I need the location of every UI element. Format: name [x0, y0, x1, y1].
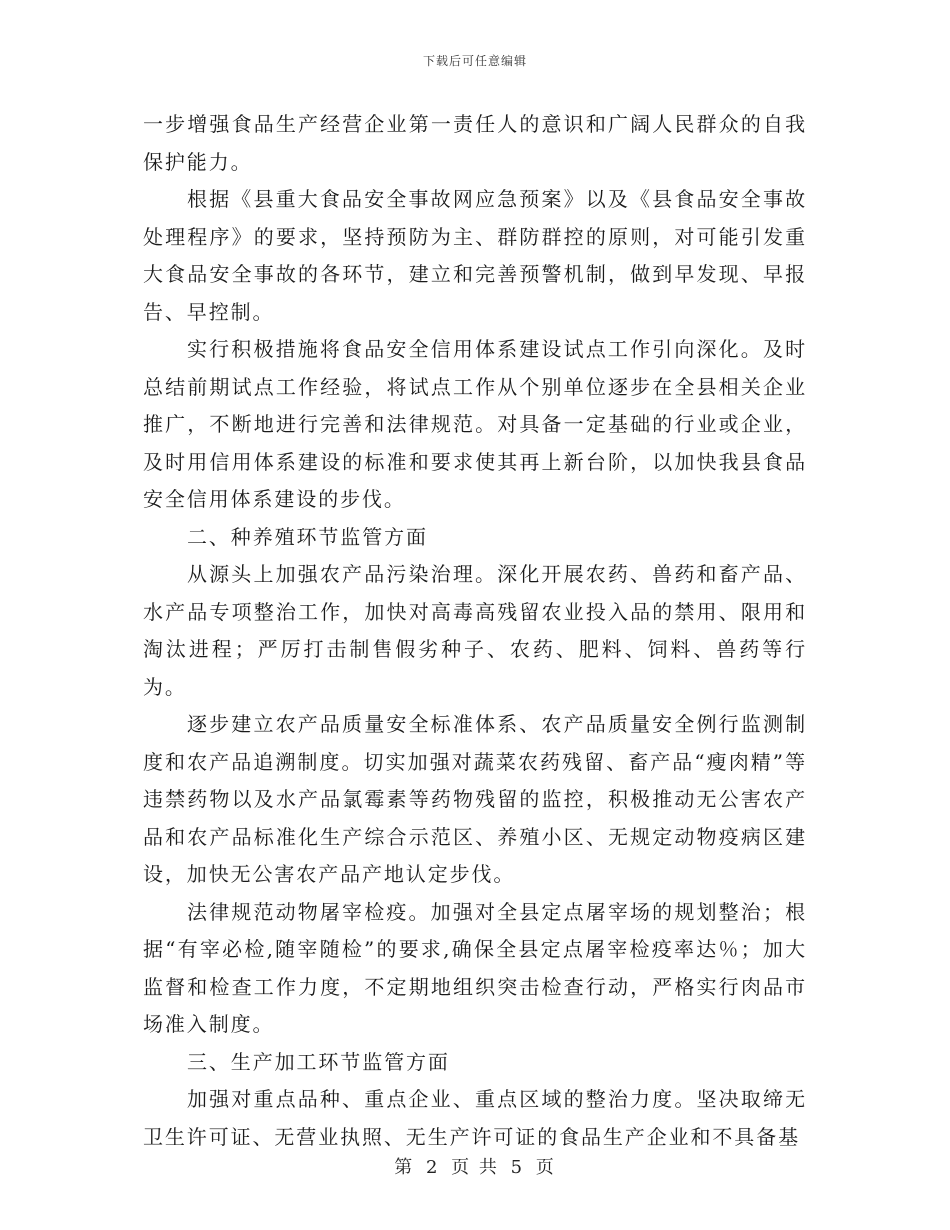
page-number-footer — [0, 1153, 950, 1179]
paragraph: 逐步建立农产品质量安全标准体系、农产品质量安全例行监测制度和农产品追溯制度。切实加强对蔬菜农药残留、畜产品“瘦肉精”等违禁药物以及水产品氯霉素等药物残留的监控，积极推动无公害农产品和农产品标准化生产综合示范区、养殖小区、无规定动物疫病区建设，加快无公害农产品产地认定步伐。 — [143, 712, 807, 886]
footer-middle: 页 共 — [451, 1157, 499, 1178]
paragraph: 从源头上加强农产品污染治理。深化开展农药、兽药和畜产品、水产品专项整治工作，加快对高毒高残留农业投入品的禁用、限用和淘汰进程；严厉打击制售假劣种子、农药、肥料、饲料、兽药等行为。 — [143, 562, 807, 699]
paragraph: 加强对重点品种、重点企业、重点区域的整治力度。坚决取缔无卫生许可证、无营业执照、无生产许可证的食品生产企业和不具备基 — [143, 1087, 807, 1149]
footer-suffix: 页 — [535, 1157, 556, 1178]
footer-prefix: 第 — [394, 1157, 415, 1178]
paragraph: 一步增强食品生产经营企业第一责任人的意识和广阔人民群众的自我保护能力。 — [143, 112, 807, 174]
paragraph: 实行积极措施将食品安全信用体系建设试点工作引向深化。及时总结前期试点工作经验，将试点工作从个别单位逐步在全县相关企业推广，不断地进行完善和法律规范。对具备一定基础的行业或企业，及时用信用体系建设的标准和要求使其再上新台阶，以加快我县食品安全信用体系建设的步伐。 — [143, 337, 807, 511]
page-header: 下载后可任意编辑 — [422, 54, 527, 68]
document-body — [143, 106, 807, 1162]
section-heading: 二、种养殖环节监管方面 — [187, 524, 428, 549]
current-page-number: 2 — [425, 1157, 440, 1178]
section-heading: 三、生产加工环节监管方面 — [187, 1049, 450, 1074]
paragraph: 根据《县重大食品安全事故网应急预案》以及《县食品安全事故处理程序》的要求，坚持预防为主、群防群控的原则，对可能引发重大食品安全事故的各环节，建立和完善预警机制，做到早发现、早报告、早控制。 — [143, 187, 807, 324]
paragraph: 法律规范动物屠宰检疫。加强对全县定点屠宰场的规划整治；根据“有宰必检,随宰随检”的要求,确保全县定点屠宰检疫率达％；加大监督和检查工作力度，不定期地组织突击检查行动，严格实行肉品市场准入制度。 — [143, 899, 807, 1036]
total-pages-number: 5 — [510, 1157, 525, 1178]
